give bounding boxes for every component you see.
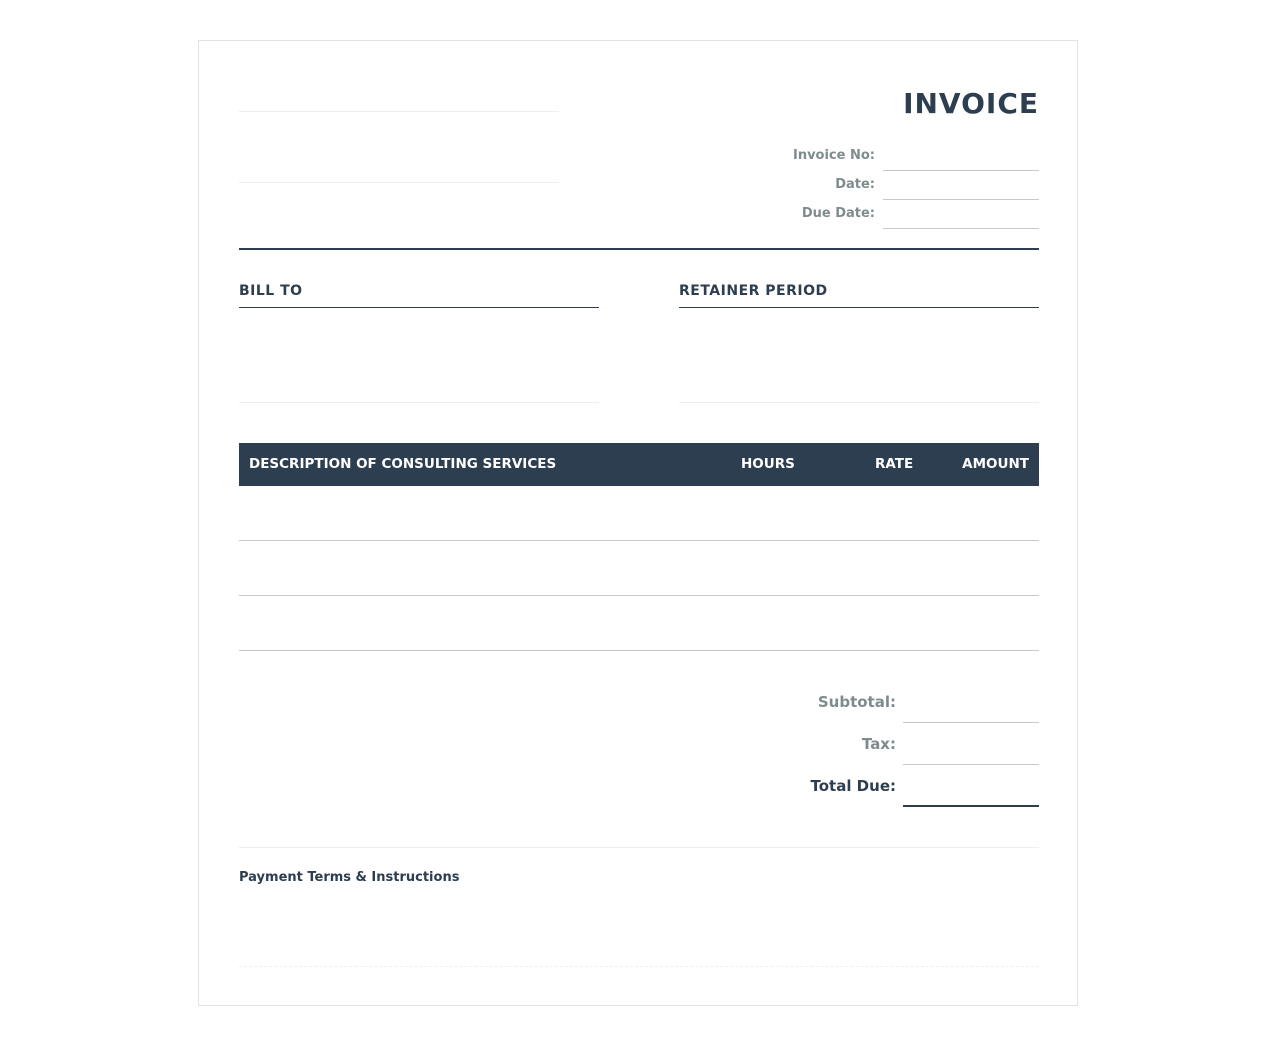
- company-address-field[interactable]: [239, 182, 559, 183]
- invoice-content: [239, 41, 1039, 1005]
- invoice-number-row: [739, 142, 1039, 171]
- date-row: [739, 171, 1039, 200]
- invoice-title: INVOICE: [903, 87, 1039, 120]
- date-field[interactable]: [883, 171, 1039, 200]
- due-date-label: Due Date:: [801, 206, 875, 221]
- invoice-number-label: Invoice No:: [792, 148, 875, 163]
- bill-to-field[interactable]: [239, 402, 599, 403]
- total-due-label: Total Due:: [810, 777, 896, 795]
- date-label: Date:: [835, 177, 875, 192]
- tax-field[interactable]: [903, 731, 1039, 765]
- table-row[interactable]: [239, 596, 1039, 651]
- header-divider: [239, 248, 1039, 250]
- column-hours: HOURS: [741, 456, 795, 472]
- column-amount: AMOUNT: [962, 456, 1029, 472]
- retainer-period-field[interactable]: [679, 402, 1039, 403]
- table-row[interactable]: [239, 541, 1039, 596]
- payment-terms-label: Payment Terms & Instructions: [239, 870, 460, 885]
- payment-terms-field[interactable]: [239, 966, 1039, 967]
- bill-to-heading: BILL TO: [239, 283, 599, 308]
- terms-divider: [239, 847, 1039, 848]
- tax-label: Tax:: [861, 735, 896, 753]
- invoice-number-field[interactable]: [883, 142, 1039, 171]
- services-table-header: [239, 443, 1039, 486]
- subtotal-field[interactable]: [903, 689, 1039, 723]
- due-date-field[interactable]: [883, 200, 1039, 229]
- subtotal-label: Subtotal:: [817, 693, 896, 711]
- column-rate: RATE: [875, 456, 914, 472]
- due-date-row: [739, 200, 1039, 229]
- table-row[interactable]: [239, 486, 1039, 541]
- column-description: DESCRIPTION OF CONSULTING SERVICES: [249, 456, 557, 472]
- invoice-page: [198, 40, 1078, 1006]
- total-due-field[interactable]: [903, 772, 1039, 807]
- company-name-field[interactable]: [239, 111, 559, 112]
- retainer-period-heading: RETAINER PERIOD: [679, 283, 1039, 308]
